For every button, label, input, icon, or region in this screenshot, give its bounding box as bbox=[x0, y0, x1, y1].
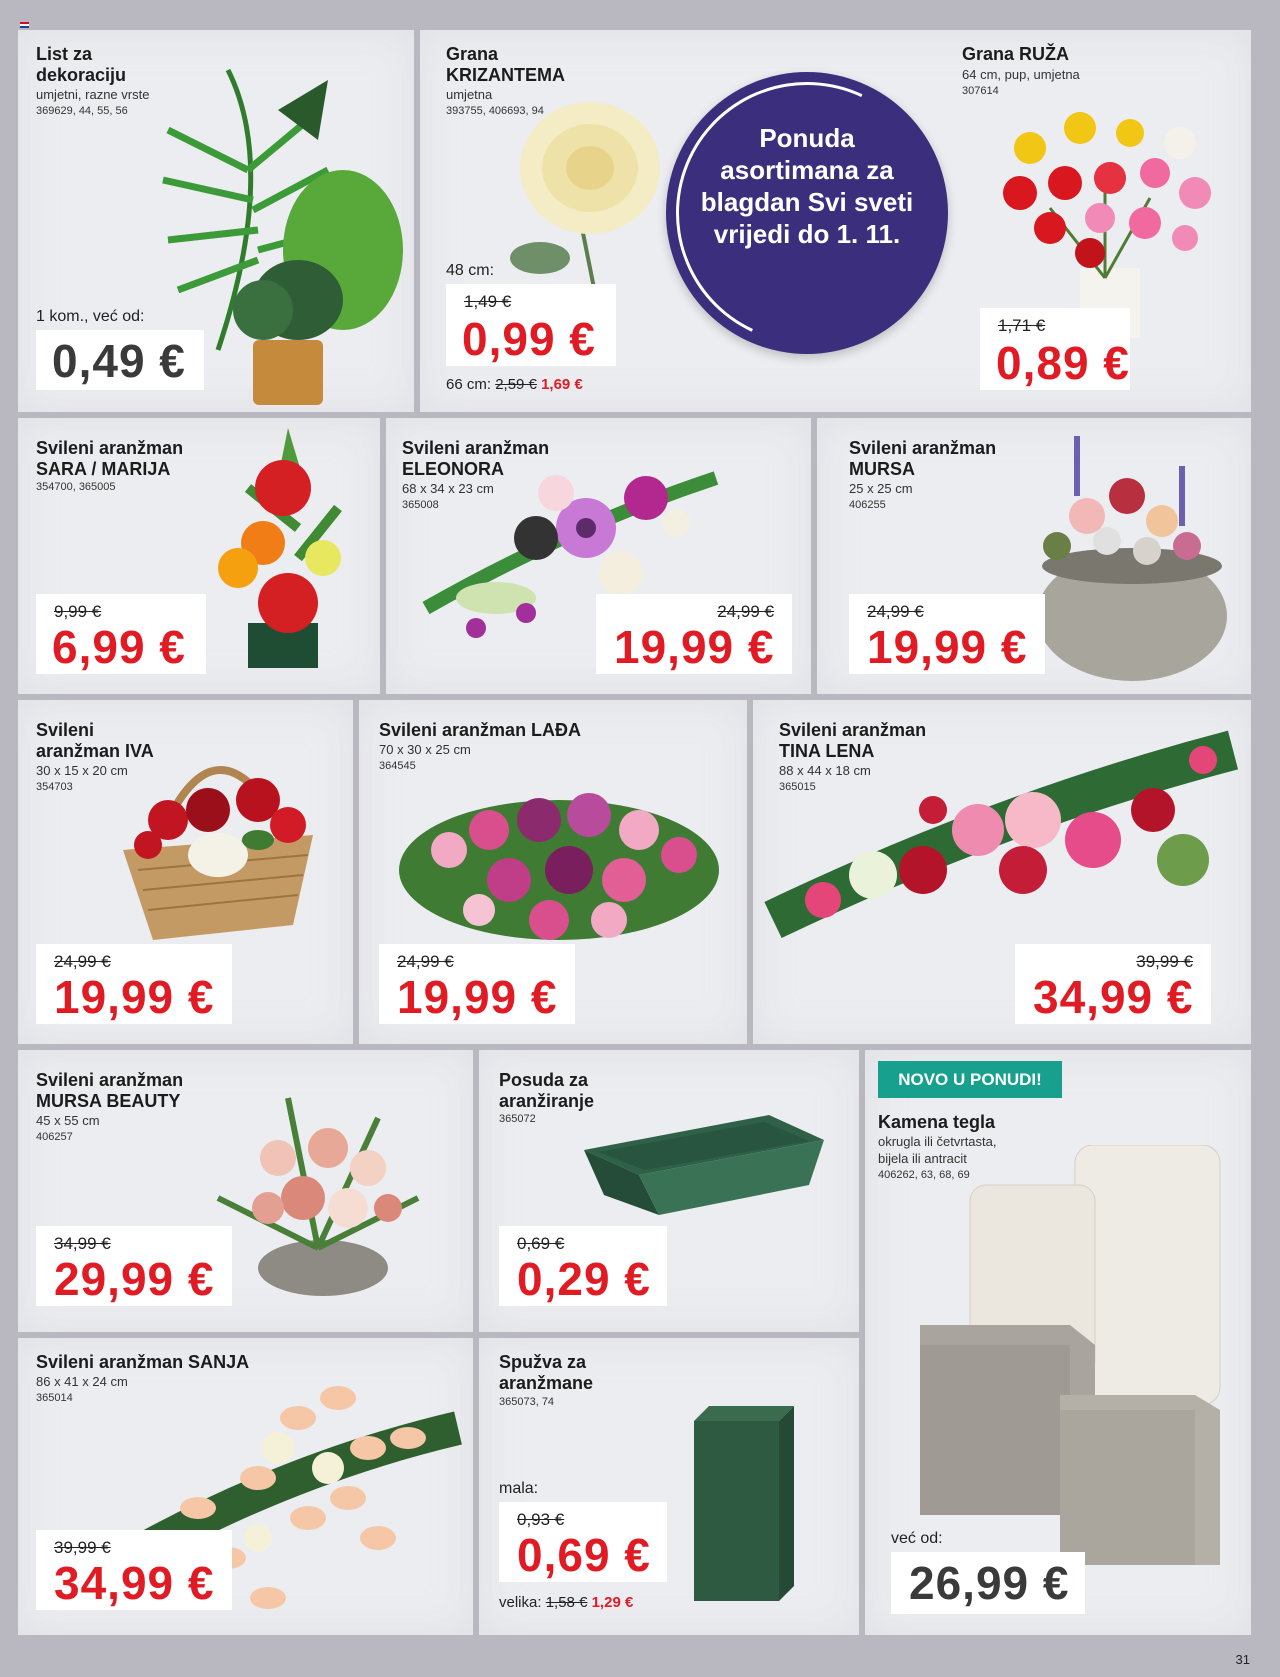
tile-posuda[interactable] bbox=[479, 1050, 859, 1332]
price: 34,99 € bbox=[54, 1557, 215, 1609]
price: 0,89 € bbox=[996, 337, 1130, 389]
price-box bbox=[596, 594, 792, 674]
product-desc: 64 cm, pup, umjetna bbox=[962, 67, 1080, 82]
product-title: Posuda za bbox=[499, 1070, 589, 1090]
tile-kamena-tegla[interactable] bbox=[865, 1050, 1251, 1635]
price: 29,99 € bbox=[54, 1253, 215, 1305]
size-label: 48 cm: bbox=[446, 262, 495, 279]
extra-price: 66 cm: 2,59 € 1,69 € bbox=[446, 376, 583, 393]
tile-list-za-dekoraciju[interactable] bbox=[18, 30, 414, 412]
price-from-label: već od: bbox=[891, 1530, 943, 1547]
tile-sara-marija[interactable] bbox=[18, 418, 380, 694]
old-price: 34,99 € bbox=[54, 1234, 111, 1253]
old-price: 1,71 € bbox=[998, 316, 1046, 335]
product-desc: 45 x 55 cm bbox=[36, 1113, 100, 1128]
price-box bbox=[849, 594, 1045, 674]
sara-arrangement-image bbox=[208, 418, 378, 678]
price: 19,99 € bbox=[867, 621, 1028, 673]
product-code: 364545 bbox=[379, 760, 416, 772]
price: 19,99 € bbox=[54, 971, 215, 1023]
product-desc: 68 x 34 x 23 cm bbox=[402, 481, 494, 496]
product-title-name: aranžman IVA bbox=[36, 741, 154, 761]
product-title-name: SARA / MARIJA bbox=[36, 459, 171, 479]
old-price: 24,99 € bbox=[867, 602, 924, 621]
page-number: 31 bbox=[1235, 1652, 1250, 1667]
tile-spuzva[interactable] bbox=[479, 1338, 859, 1635]
flag-icon bbox=[20, 22, 29, 28]
product-code: 354703 bbox=[36, 781, 73, 793]
old-price: 39,99 € bbox=[54, 1538, 111, 1557]
price-box bbox=[379, 944, 575, 1024]
old-price: 0,69 € bbox=[517, 1234, 565, 1253]
basket-arrangement-image bbox=[98, 730, 338, 950]
price: 19,99 € bbox=[614, 621, 775, 673]
product-title-name: TINA LENA bbox=[779, 741, 875, 761]
product-code: 307614 bbox=[962, 85, 999, 97]
product-desc-2: bijela ili antracit bbox=[878, 1151, 967, 1166]
old-price: 24,99 € bbox=[717, 602, 774, 621]
price-box bbox=[36, 944, 232, 1024]
price-box bbox=[36, 1226, 232, 1306]
product-title-name: ELEONORA bbox=[402, 459, 505, 479]
tile-eleonora[interactable] bbox=[386, 418, 811, 694]
product-code: 365014 bbox=[36, 1392, 73, 1404]
size-label: mala: bbox=[499, 1480, 539, 1497]
product-desc: okrugla ili četvrtasta, bbox=[878, 1134, 997, 1149]
price-box bbox=[499, 1502, 667, 1582]
product-desc: 25 x 25 cm bbox=[849, 481, 913, 496]
tina-lena-arrangement-image bbox=[763, 730, 1243, 940]
product-desc: 86 x 41 x 24 cm bbox=[36, 1374, 128, 1389]
stone-pots-image bbox=[920, 1145, 1245, 1565]
old-price: 0,93 € bbox=[517, 1510, 565, 1529]
tile-mursa-beauty[interactable] bbox=[18, 1050, 473, 1332]
price: 26,99 € bbox=[909, 1557, 1070, 1609]
tile-sanja[interactable] bbox=[18, 1338, 473, 1635]
product-desc: 70 x 30 x 25 cm bbox=[379, 742, 471, 757]
product-code: 369629, 44, 55, 56 bbox=[36, 105, 128, 117]
price: 0,49 € bbox=[52, 335, 186, 387]
product-title: List za dekoraciju bbox=[36, 44, 127, 85]
tile-lada[interactable] bbox=[359, 700, 747, 1044]
old-price: 9,99 € bbox=[54, 602, 102, 621]
product-title-name: MURSA BEAUTY bbox=[36, 1091, 181, 1111]
price-box bbox=[980, 308, 1130, 390]
old-price: 39,99 € bbox=[1136, 952, 1193, 971]
promo-badge bbox=[666, 72, 948, 354]
product-title: Svileni aranžman bbox=[402, 438, 550, 458]
product-desc: 88 x 44 x 18 cm bbox=[779, 763, 871, 778]
product-title: Svileni aranžman bbox=[779, 720, 927, 740]
price-box bbox=[891, 1552, 1085, 1614]
old-price: 24,99 € bbox=[397, 952, 454, 971]
product-code: 365015 bbox=[779, 781, 816, 793]
product-code: 406255 bbox=[849, 499, 886, 511]
new-in-offer-badge: NOVO U PONUDI! bbox=[878, 1061, 1062, 1098]
quantity-label: 1 kom., već od: bbox=[36, 308, 145, 325]
price: 6,99 € bbox=[52, 621, 186, 673]
product-title: Svileni bbox=[36, 720, 95, 740]
product-title: Kamena tegla bbox=[878, 1112, 996, 1132]
product-title: Svileni aranžman bbox=[36, 438, 184, 458]
price-box bbox=[36, 594, 206, 674]
product-desc: umjetni, razne vrste bbox=[36, 87, 150, 102]
product-code: 365073, 74 bbox=[499, 1396, 555, 1408]
product-desc: 30 x 15 x 20 cm bbox=[36, 763, 128, 778]
planter-tray-image bbox=[579, 1110, 829, 1220]
price: 19,99 € bbox=[397, 971, 558, 1023]
price: 0,99 € bbox=[462, 313, 596, 365]
extra-price: velika: 1,58 € 1,29 € bbox=[499, 1594, 634, 1611]
price-box bbox=[36, 1530, 232, 1610]
product-title: Grana bbox=[446, 44, 499, 64]
price-box bbox=[36, 330, 204, 390]
product-code: 365008 bbox=[402, 499, 439, 511]
product-title-name: aranžiranje bbox=[499, 1091, 595, 1111]
price: 0,69 € bbox=[517, 1529, 651, 1581]
roses-image bbox=[980, 88, 1230, 338]
product-code: 406262, 63, 68, 69 bbox=[878, 1169, 970, 1181]
price: 0,29 € bbox=[517, 1253, 651, 1305]
old-price: 24,99 € bbox=[54, 952, 111, 971]
price: 34,99 € bbox=[1033, 971, 1194, 1023]
price-box bbox=[499, 1226, 667, 1306]
price-box bbox=[446, 284, 616, 366]
product-code: 393755, 406693, 94 bbox=[446, 105, 544, 117]
product-title: Svileni aranžman bbox=[36, 1070, 184, 1090]
product-title-name: MURSA bbox=[849, 459, 915, 479]
product-desc: umjetna bbox=[446, 87, 493, 102]
price-box bbox=[1015, 944, 1211, 1024]
product-title: Spužva za bbox=[499, 1352, 587, 1372]
tile-mursa[interactable] bbox=[817, 418, 1251, 694]
product-title: Svileni aranžman SANJA bbox=[36, 1352, 250, 1372]
floral-foam-image bbox=[689, 1406, 799, 1606]
product-code: 365072 bbox=[499, 1113, 536, 1125]
product-title: Svileni aranžman bbox=[849, 438, 997, 458]
product-title-name: aranžmane bbox=[499, 1373, 594, 1393]
tile-tina-lena[interactable] bbox=[753, 700, 1251, 1044]
old-price: 1,49 € bbox=[464, 292, 512, 311]
product-title: Grana RUŽA bbox=[962, 44, 1070, 64]
product-title-name: KRIZANTEMA bbox=[446, 65, 565, 85]
promo-text: Ponuda asortimana za blagdan Svi sveti vrijedi do 1. 11. bbox=[700, 123, 914, 249]
product-code: 354700, 365005 bbox=[36, 481, 116, 493]
product-code: 406257 bbox=[36, 1131, 73, 1143]
product-title: Svileni aranžman LAĐA bbox=[379, 720, 582, 740]
tile-iva[interactable] bbox=[18, 700, 353, 1044]
